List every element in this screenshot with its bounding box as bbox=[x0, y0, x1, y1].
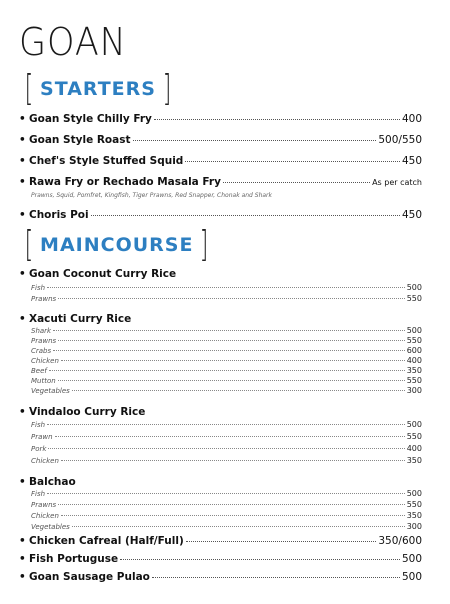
menu-item: • Chicken Cafreal (Half/Full) 350/600 bbox=[19, 535, 422, 547]
sub-item-name: Shark bbox=[31, 327, 52, 335]
sub-item-price: 300 bbox=[406, 386, 422, 395]
sub-item-name: Fish bbox=[31, 284, 46, 292]
dot-leader bbox=[47, 424, 405, 425]
sub-item bbox=[31, 444, 422, 453]
dot-leader bbox=[49, 370, 405, 371]
sub-item-price: 550 bbox=[406, 500, 422, 509]
dot-leader bbox=[185, 161, 400, 162]
menu-item: • Vindaloo Curry Rice bbox=[19, 406, 146, 418]
item-price: 450 bbox=[401, 155, 422, 167]
item-name: Chef's Style Stuffed Squid bbox=[29, 155, 184, 167]
dot-leader bbox=[72, 526, 405, 527]
sub-item-name: Fish bbox=[31, 421, 46, 429]
menu-item: • Choris Poi 450 bbox=[19, 209, 422, 221]
menu-item: • Xacuti Curry Rice bbox=[19, 313, 132, 325]
dot-leader bbox=[53, 350, 405, 351]
dot-leader bbox=[58, 504, 405, 505]
menu-item: • Goan Sausage Pulao 500 bbox=[19, 571, 422, 583]
starters-heading bbox=[22, 68, 174, 109]
sub-item bbox=[31, 366, 422, 375]
sub-item-price: 550 bbox=[406, 336, 422, 345]
sub-item-name: Chicken bbox=[31, 357, 59, 365]
dot-leader bbox=[61, 360, 405, 361]
dot-leader bbox=[61, 515, 405, 516]
menu-item: • Goan Coconut Curry Rice bbox=[19, 268, 177, 280]
sub-item-price: 350 bbox=[406, 366, 422, 375]
dot-leader bbox=[61, 460, 405, 461]
sub-item bbox=[31, 346, 422, 355]
sub-item bbox=[31, 294, 422, 303]
dot-leader bbox=[120, 559, 400, 560]
sub-item bbox=[31, 283, 422, 292]
item-name: Rawa Fry or Rechado Masala Fry bbox=[29, 176, 221, 188]
item-name: Fish Portuguse bbox=[29, 553, 119, 565]
item-name: Vindaloo Curry Rice bbox=[29, 406, 146, 418]
sub-item-name: Fish bbox=[31, 490, 46, 498]
dot-leader bbox=[55, 436, 405, 437]
dot-leader bbox=[72, 390, 405, 391]
sub-item-name: Beef bbox=[31, 367, 47, 375]
item-price: 450 bbox=[401, 209, 422, 221]
sub-item-price: 300 bbox=[406, 522, 422, 531]
sub-item-name: Vegetables bbox=[31, 387, 70, 395]
dot-leader bbox=[223, 182, 370, 183]
maincourse-heading bbox=[22, 224, 212, 265]
item-price: 500 bbox=[401, 553, 422, 565]
sub-item-name: Prawns bbox=[31, 337, 57, 345]
sub-item bbox=[31, 489, 422, 498]
dot-leader bbox=[58, 380, 405, 381]
sub-item-name: Prawns bbox=[31, 501, 57, 509]
sub-item-price: 550 bbox=[406, 376, 422, 385]
dot-leader bbox=[47, 493, 405, 494]
sub-item-price: 550 bbox=[406, 432, 422, 441]
dot-leader bbox=[58, 340, 405, 341]
sub-item bbox=[31, 456, 422, 465]
item-name: Goan Sausage Pulao bbox=[29, 571, 150, 583]
dot-leader bbox=[133, 140, 377, 141]
menu-item: • Goan Style Chilly Fry 400 bbox=[19, 113, 422, 125]
item-price: 500/550 bbox=[378, 134, 422, 146]
sub-item-name: Chicken bbox=[31, 512, 59, 520]
right-bracket: ] bbox=[200, 224, 209, 265]
sub-item bbox=[31, 511, 422, 520]
sub-item bbox=[31, 356, 422, 365]
item-price: As per catch bbox=[372, 178, 422, 187]
page-title: GOAN bbox=[19, 20, 127, 64]
item-name: Goan Style Roast bbox=[29, 134, 131, 146]
sub-item bbox=[31, 386, 422, 395]
sub-item bbox=[31, 376, 422, 385]
sub-item-name: Prawns bbox=[31, 295, 57, 303]
sub-item bbox=[31, 522, 422, 531]
dot-leader bbox=[53, 330, 405, 331]
item-name: Choris Poi bbox=[29, 209, 89, 221]
sub-item-price: 500 bbox=[406, 420, 422, 429]
item-price: 400 bbox=[401, 113, 422, 125]
menu-item: • Fish Portuguse 500 bbox=[19, 553, 422, 565]
dot-leader bbox=[154, 119, 400, 120]
dot-leader bbox=[48, 448, 404, 449]
sub-item-price: 350 bbox=[406, 511, 422, 520]
sub-item-name: Chicken bbox=[31, 457, 59, 465]
sub-item-price: 500 bbox=[406, 283, 422, 292]
menu-item: • Balchao bbox=[19, 476, 76, 488]
sub-item-price: 350 bbox=[406, 456, 422, 465]
sub-item-price: 600 bbox=[406, 346, 422, 355]
sub-item-name: Crabs bbox=[31, 347, 52, 355]
sub-item-name: Pork bbox=[31, 445, 47, 453]
sub-item bbox=[31, 326, 422, 335]
starters-label: STARTERS bbox=[40, 78, 156, 100]
left-bracket: [ bbox=[24, 224, 34, 265]
left-bracket: [ bbox=[24, 68, 34, 109]
dot-leader bbox=[91, 215, 400, 216]
dot-leader bbox=[152, 577, 400, 578]
item-name: Goan Coconut Curry Rice bbox=[29, 268, 177, 280]
sub-item-price: 500 bbox=[406, 326, 422, 335]
maincourse-label: MAINCOURSE bbox=[40, 234, 194, 256]
dot-leader bbox=[58, 298, 405, 299]
sub-item bbox=[31, 336, 422, 345]
item-name: Xacuti Curry Rice bbox=[29, 313, 132, 325]
item-name: Balchao bbox=[29, 476, 76, 488]
dot-leader bbox=[186, 541, 377, 542]
sub-item-name: Prawn bbox=[31, 433, 53, 441]
sub-item bbox=[31, 432, 422, 441]
sub-item-price: 400 bbox=[406, 444, 422, 453]
sub-item-name: Vegetables bbox=[31, 523, 70, 531]
item-description: Prawns, Squid, Pomfret, Kingfish, Tiger Prawns, Red Snapper, Chonak and Shark bbox=[31, 192, 272, 199]
sub-item-price: 500 bbox=[406, 489, 422, 498]
sub-item-price: 550 bbox=[406, 294, 422, 303]
sub-item bbox=[31, 500, 422, 509]
item-name: Chicken Cafreal (Half/Full) bbox=[29, 535, 184, 547]
sub-item-price: 400 bbox=[406, 356, 422, 365]
menu-item: • Chef's Style Stuffed Squid 450 bbox=[19, 155, 422, 167]
sub-item bbox=[31, 420, 422, 429]
right-bracket: ] bbox=[162, 68, 172, 109]
item-name: Goan Style Chilly Fry bbox=[29, 113, 152, 125]
dot-leader bbox=[47, 287, 405, 288]
menu-item: • Goan Style Roast 500/550 bbox=[19, 134, 422, 146]
sub-item-name: Mutton bbox=[31, 377, 56, 385]
item-price: 500 bbox=[401, 571, 422, 583]
item-price: 350/600 bbox=[378, 535, 422, 547]
menu-item: • Rawa Fry or Rechado Masala Fry As per catch bbox=[19, 176, 422, 188]
